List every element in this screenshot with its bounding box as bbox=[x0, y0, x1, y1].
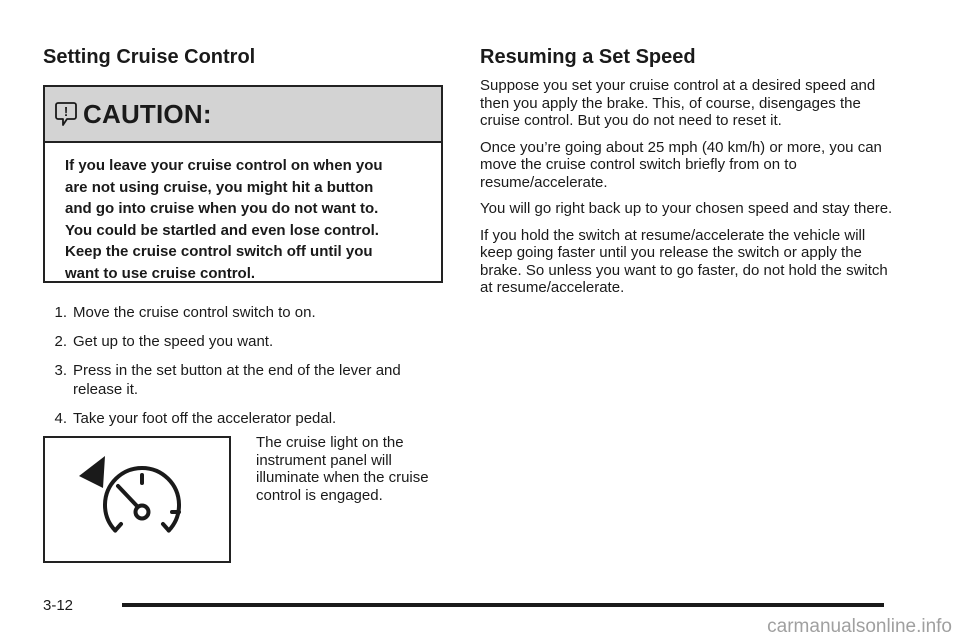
paragraph: Once you’re going about 25 mph (40 km/h) or more, you can move the cruise control switch briefly from on to resume/accelerate. bbox=[480, 138, 882, 191]
list-item bbox=[45, 409, 445, 428]
cruise-control-icon bbox=[45, 438, 229, 561]
caution-box bbox=[43, 85, 443, 283]
step-number: 3. bbox=[54, 362, 67, 379]
caution-line: If you leave your cruise control on when you bbox=[65, 157, 383, 174]
page-number: 3-12 bbox=[43, 597, 74, 614]
list-item bbox=[45, 332, 445, 351]
cruise-light-figure bbox=[43, 436, 231, 563]
caution-text bbox=[45, 143, 441, 284]
resume-section-body bbox=[480, 77, 898, 306]
caution-icon bbox=[55, 101, 77, 127]
paragraph: You will go right back up to your chosen speed and stay there. bbox=[480, 200, 893, 217]
caution-line: and go into cruise when you do not want to. bbox=[65, 200, 379, 217]
section-heading-resuming-set-speed: Resuming a Set Speed bbox=[480, 46, 696, 68]
paragraph: Suppose you set your cruise control at a desired speed and then you apply the brake. This, of course, disengages the cruise control. But you do not need to reset it. bbox=[480, 77, 876, 129]
step-text: Take your foot off the accelerator pedal. bbox=[73, 410, 337, 427]
section-heading-setting-cruise-control: Setting Cruise Control bbox=[43, 46, 256, 68]
setting-steps-list bbox=[45, 303, 445, 438]
list-item bbox=[45, 303, 445, 322]
step-text: Get up to the speed you want. bbox=[73, 333, 274, 350]
step-text: Move the cruise control switch to on. bbox=[73, 304, 316, 321]
svg-text:!: ! bbox=[63, 104, 69, 119]
step-number: 2. bbox=[54, 333, 67, 350]
list-item bbox=[45, 361, 445, 399]
caution-line: are not using cruise, you might hit a button bbox=[65, 178, 374, 196]
caution-line: want to use cruise control. bbox=[65, 264, 256, 282]
caution-title: CAUTION: bbox=[83, 98, 212, 129]
caution-line: Keep the cruise control switch off until you bbox=[65, 243, 373, 260]
caution-header bbox=[45, 87, 441, 143]
caution-line: You could be startled and even lose control. bbox=[65, 221, 379, 239]
paragraph: If you hold the switch at resume/accelerate the vehicle will keep going faster until you release the switch or apply the brake. So unless you want to go faster, do not hold the switch at resume/accelerate. bbox=[480, 226, 888, 296]
step-text: Press in the set button at the end of the lever and release it. bbox=[73, 362, 401, 398]
footer-rule bbox=[122, 603, 884, 607]
step-number: 1. bbox=[54, 304, 67, 321]
cruise-light-description: The cruise light on the instrument panel will illuminate when the cruise control is engaged. bbox=[256, 434, 429, 504]
step-number: 4. bbox=[54, 410, 67, 427]
watermark: carmanualsonline.info bbox=[767, 616, 952, 637]
